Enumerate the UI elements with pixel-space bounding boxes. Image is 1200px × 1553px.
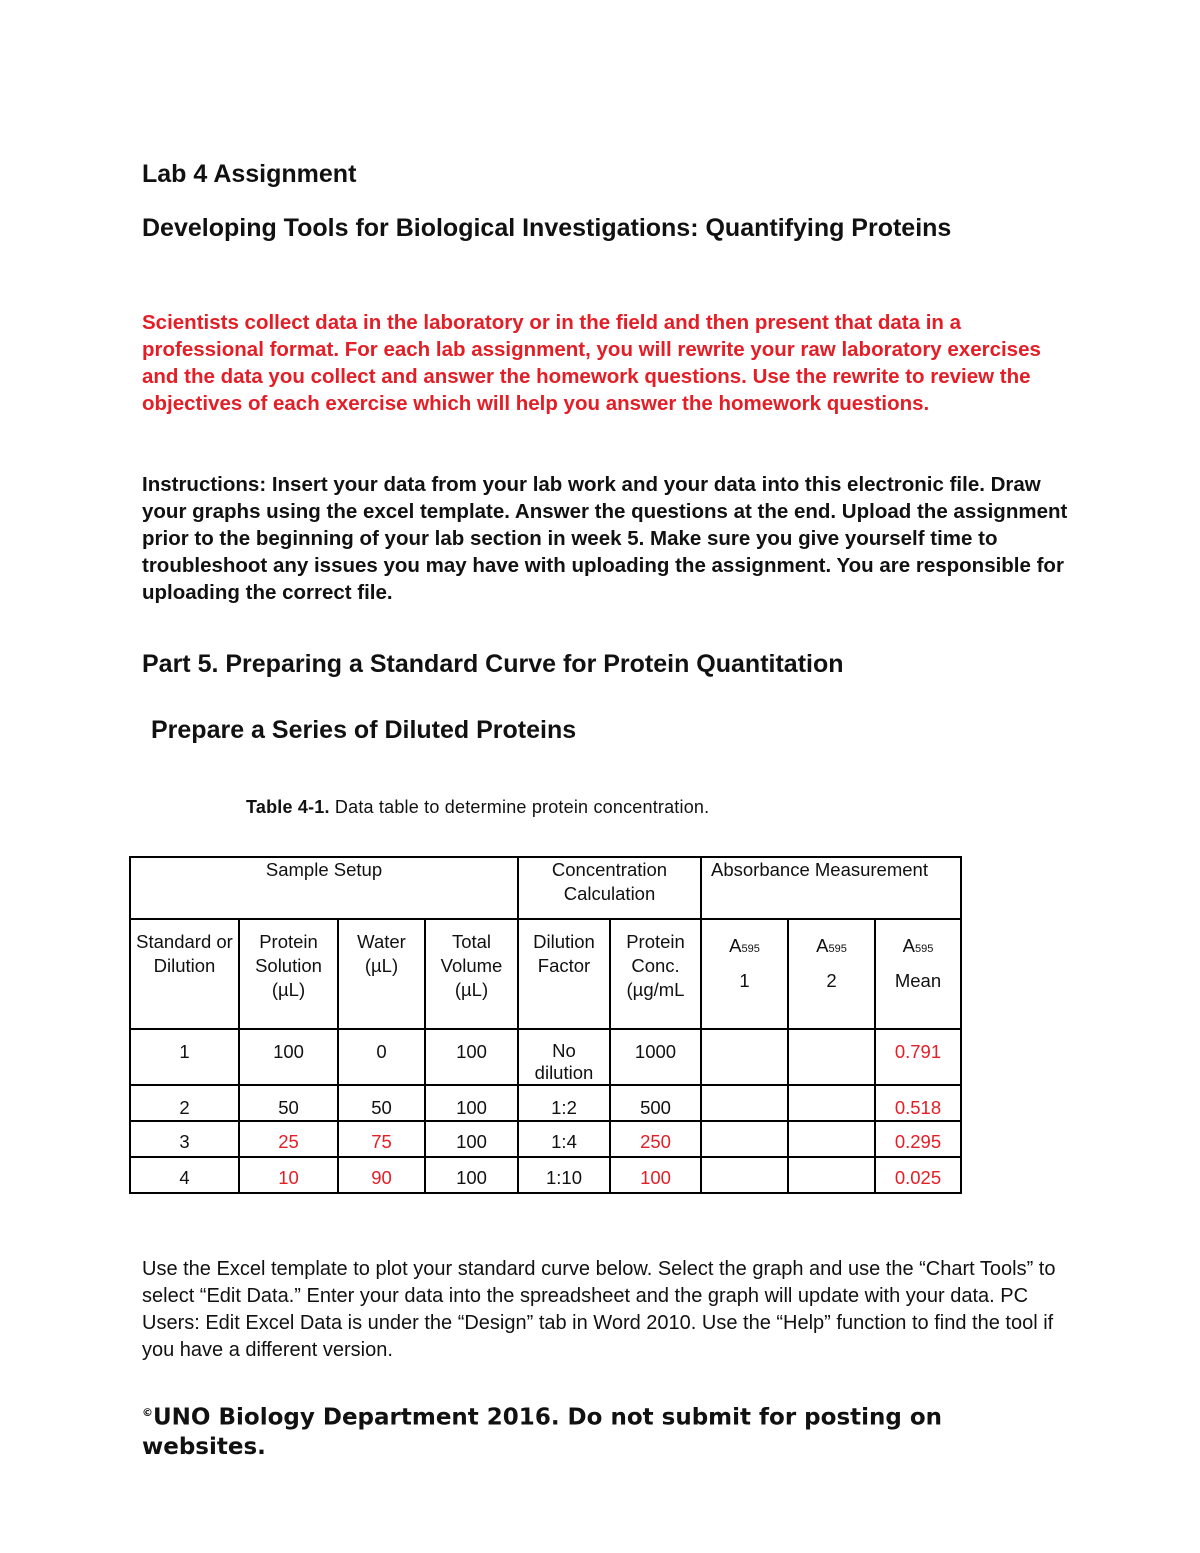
cell-dilution: 1:10: [518, 1157, 610, 1193]
a595-mean-label: Mean: [894, 970, 942, 991]
a595-2-label: 2: [826, 970, 837, 991]
copyright-notice: [142, 1398, 1042, 1462]
table-row: [130, 1157, 961, 1193]
col-a595-2: [788, 919, 875, 1029]
cell-mean: 0.295: [875, 1121, 961, 1157]
cell-protein: 50: [239, 1085, 338, 1121]
excel-instructions: Use the Excel template to plot your standard curve below. Select the graph and use the “Chart Tools” to select “Edit Data.” Enter your data into the spreadsheet and the graph will update with your data. PC Users: Edit Excel Data is under the “Design” tab in Word 2010. Use the “Help” function to find the tool if you have a different version.: [142, 1258, 1056, 1361]
copyright-symbol: ©: [142, 1406, 153, 1419]
part-heading: Part 5. Preparing a Standard Curve for Protein Quantitation: [142, 650, 844, 678]
lab-heading: Lab 4 Assignment: [142, 160, 357, 188]
cell-dilution: No dilution: [518, 1029, 610, 1085]
col-protein: Protein Solution (µL): [239, 919, 338, 1029]
cell-total: 100: [425, 1029, 518, 1085]
cell-a1[interactable]: [701, 1085, 788, 1121]
col-standard: Standard or Dilution: [130, 919, 239, 1029]
absorbance-header: Absorbance Measurement: [701, 857, 961, 919]
cell-standard: 1: [130, 1029, 239, 1085]
cell-water: 50: [338, 1085, 425, 1121]
document-title: Developing Tools for Biological Investigations: Quantifying Proteins: [142, 214, 952, 242]
col-water: Water (µL): [338, 919, 425, 1029]
cell-a1[interactable]: [701, 1029, 788, 1085]
cell-dilution: 1:2: [518, 1085, 610, 1121]
table-row: [130, 1029, 961, 1085]
concentration-header: Concentration Calculation: [518, 857, 701, 919]
col-a595-1: [701, 919, 788, 1029]
col-total: Total Volume (µL): [425, 919, 518, 1029]
cell-a1[interactable]: [701, 1121, 788, 1157]
cell-water: 90: [338, 1157, 425, 1193]
table-caption-label: Table 4-1.: [246, 797, 330, 817]
a595-2-sub: 595: [828, 943, 847, 955]
cell-mean: 0.791: [875, 1029, 961, 1085]
cell-standard: 3: [130, 1121, 239, 1157]
table-row: [130, 1121, 961, 1157]
table-caption-text: Data table to determine protein concentration.: [329, 797, 710, 817]
cell-dilution: 1:4: [518, 1121, 610, 1157]
cell-protein: 10: [239, 1157, 338, 1193]
a595-mean-symbol: A: [902, 935, 915, 956]
sample-setup-header: Sample Setup: [130, 857, 518, 919]
cell-mean: 0.518: [875, 1085, 961, 1121]
cell-water: 0: [338, 1029, 425, 1085]
intro-paragraph: Scientists collect data in the laboratory or in the field and then present that data in a professional format. For each lab assignment, you will rewrite your raw laboratory exercises and the data you collect and answer the homework questions. Use the rewrite to review the objectives of each exercise which will help you answer the homework questions.: [142, 311, 1041, 415]
cell-standard: 2: [130, 1085, 239, 1121]
group-header-row: [130, 857, 961, 919]
cell-total: 100: [425, 1085, 518, 1121]
a595-2-symbol: A: [816, 935, 829, 956]
cell-protein: 100: [239, 1029, 338, 1085]
table-caption: [246, 797, 709, 818]
cell-water: 75: [338, 1121, 425, 1157]
col-conc: Protein Conc. (µg/mL: [610, 919, 701, 1029]
column-header-row: [130, 919, 961, 1029]
a595-1-label: 1: [739, 970, 750, 991]
cell-protein: 25: [239, 1121, 338, 1157]
table-row: [130, 1085, 961, 1121]
a595-1-symbol: A: [729, 935, 742, 956]
cell-standard: 4: [130, 1157, 239, 1193]
a595-1-sub: 595: [741, 943, 760, 955]
cell-a2[interactable]: [788, 1157, 875, 1193]
col-dilution: Dilution Factor: [518, 919, 610, 1029]
section-heading: Prepare a Series of Diluted Proteins: [151, 716, 577, 744]
col-a595-mean: [875, 919, 961, 1029]
cell-a2[interactable]: [788, 1121, 875, 1157]
cell-a2[interactable]: [788, 1085, 875, 1121]
copyright-text: UNO Biology Department 2016. Do not submit for posting on websites.: [142, 1404, 943, 1460]
a595-mean-sub: 595: [914, 943, 934, 955]
cell-total: 100: [425, 1121, 518, 1157]
cell-mean: 0.025: [875, 1157, 961, 1193]
cell-conc: 100: [610, 1157, 701, 1193]
cell-a2[interactable]: [788, 1029, 875, 1085]
instructions-paragraph: Instructions: Insert your data from your lab work and your data into this electronic file. Draw your graphs using the excel template. Answer the questions at the end. Upload the assignment prior to the beginning of your lab section in week 5. Make sure you give yourself time to troubleshoot any issues you may have with uploading the assignment. You are responsible for uploading the correct file.: [142, 473, 1068, 604]
cell-total: 100: [425, 1157, 518, 1193]
cell-conc: 250: [610, 1121, 701, 1157]
cell-conc: 500: [610, 1085, 701, 1121]
cell-conc: 1000: [610, 1029, 701, 1085]
cell-a1[interactable]: [701, 1157, 788, 1193]
protein-data-table: [129, 856, 962, 1194]
